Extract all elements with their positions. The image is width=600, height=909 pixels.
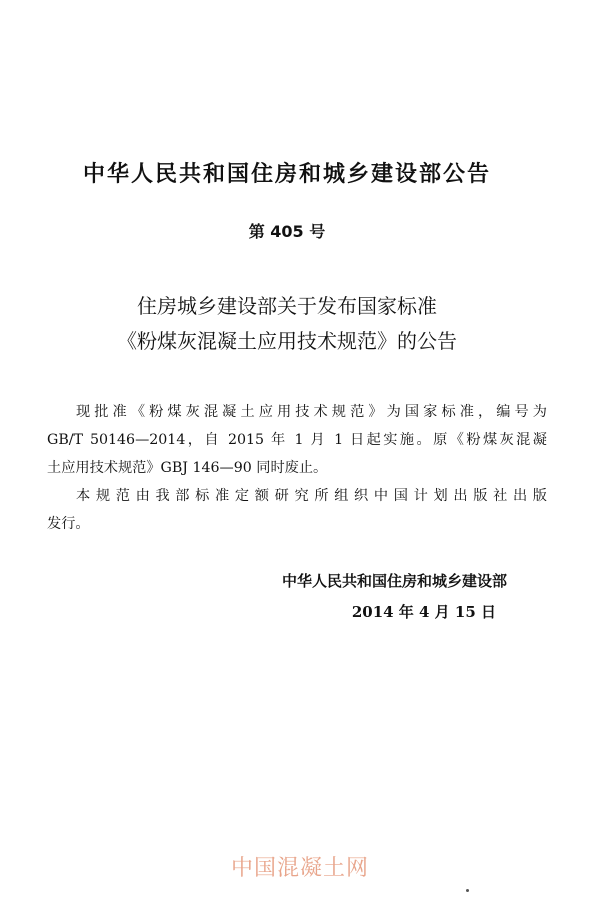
body-paragraph-2: [47, 482, 547, 538]
paragraph-line: 发行。: [47, 516, 90, 532]
notice-subject-line-2: 《粉煤灰混凝土应用技术规范》的公告: [117, 329, 457, 353]
issuer-name: 中华人民共和国住房和城乡建设部: [281, 572, 507, 590]
page-title: 中华人民共和国住房和城乡建设部公告: [82, 162, 491, 187]
paragraph-line: 现批准《粉煤灰混凝土应用技术规范》为国家标准，编号为: [76, 404, 547, 420]
notice-number: 第 405 号: [248, 222, 326, 241]
paragraph-line: 本规范由我部标准定额研究所组织中国计划出版社出版: [76, 488, 547, 504]
paragraph-line: GB/T 50146—2014，自 2015 年 1 月 1 日起实施。原《粉煤灰混凝: [47, 432, 547, 448]
paragraph-line: 土应用技术规范》GBJ 146—90 同时废止。: [47, 460, 328, 476]
notice-subject: [0, 289, 574, 359]
watermark: 中国混凝土网: [230, 856, 369, 881]
page-mark: [466, 889, 469, 892]
issue-date: 2014 年 4 月 15 日: [351, 603, 496, 621]
body-paragraph-1: [47, 398, 547, 482]
notice-subject-line-1: 住房城乡建设部关于发布国家标准: [137, 294, 437, 318]
